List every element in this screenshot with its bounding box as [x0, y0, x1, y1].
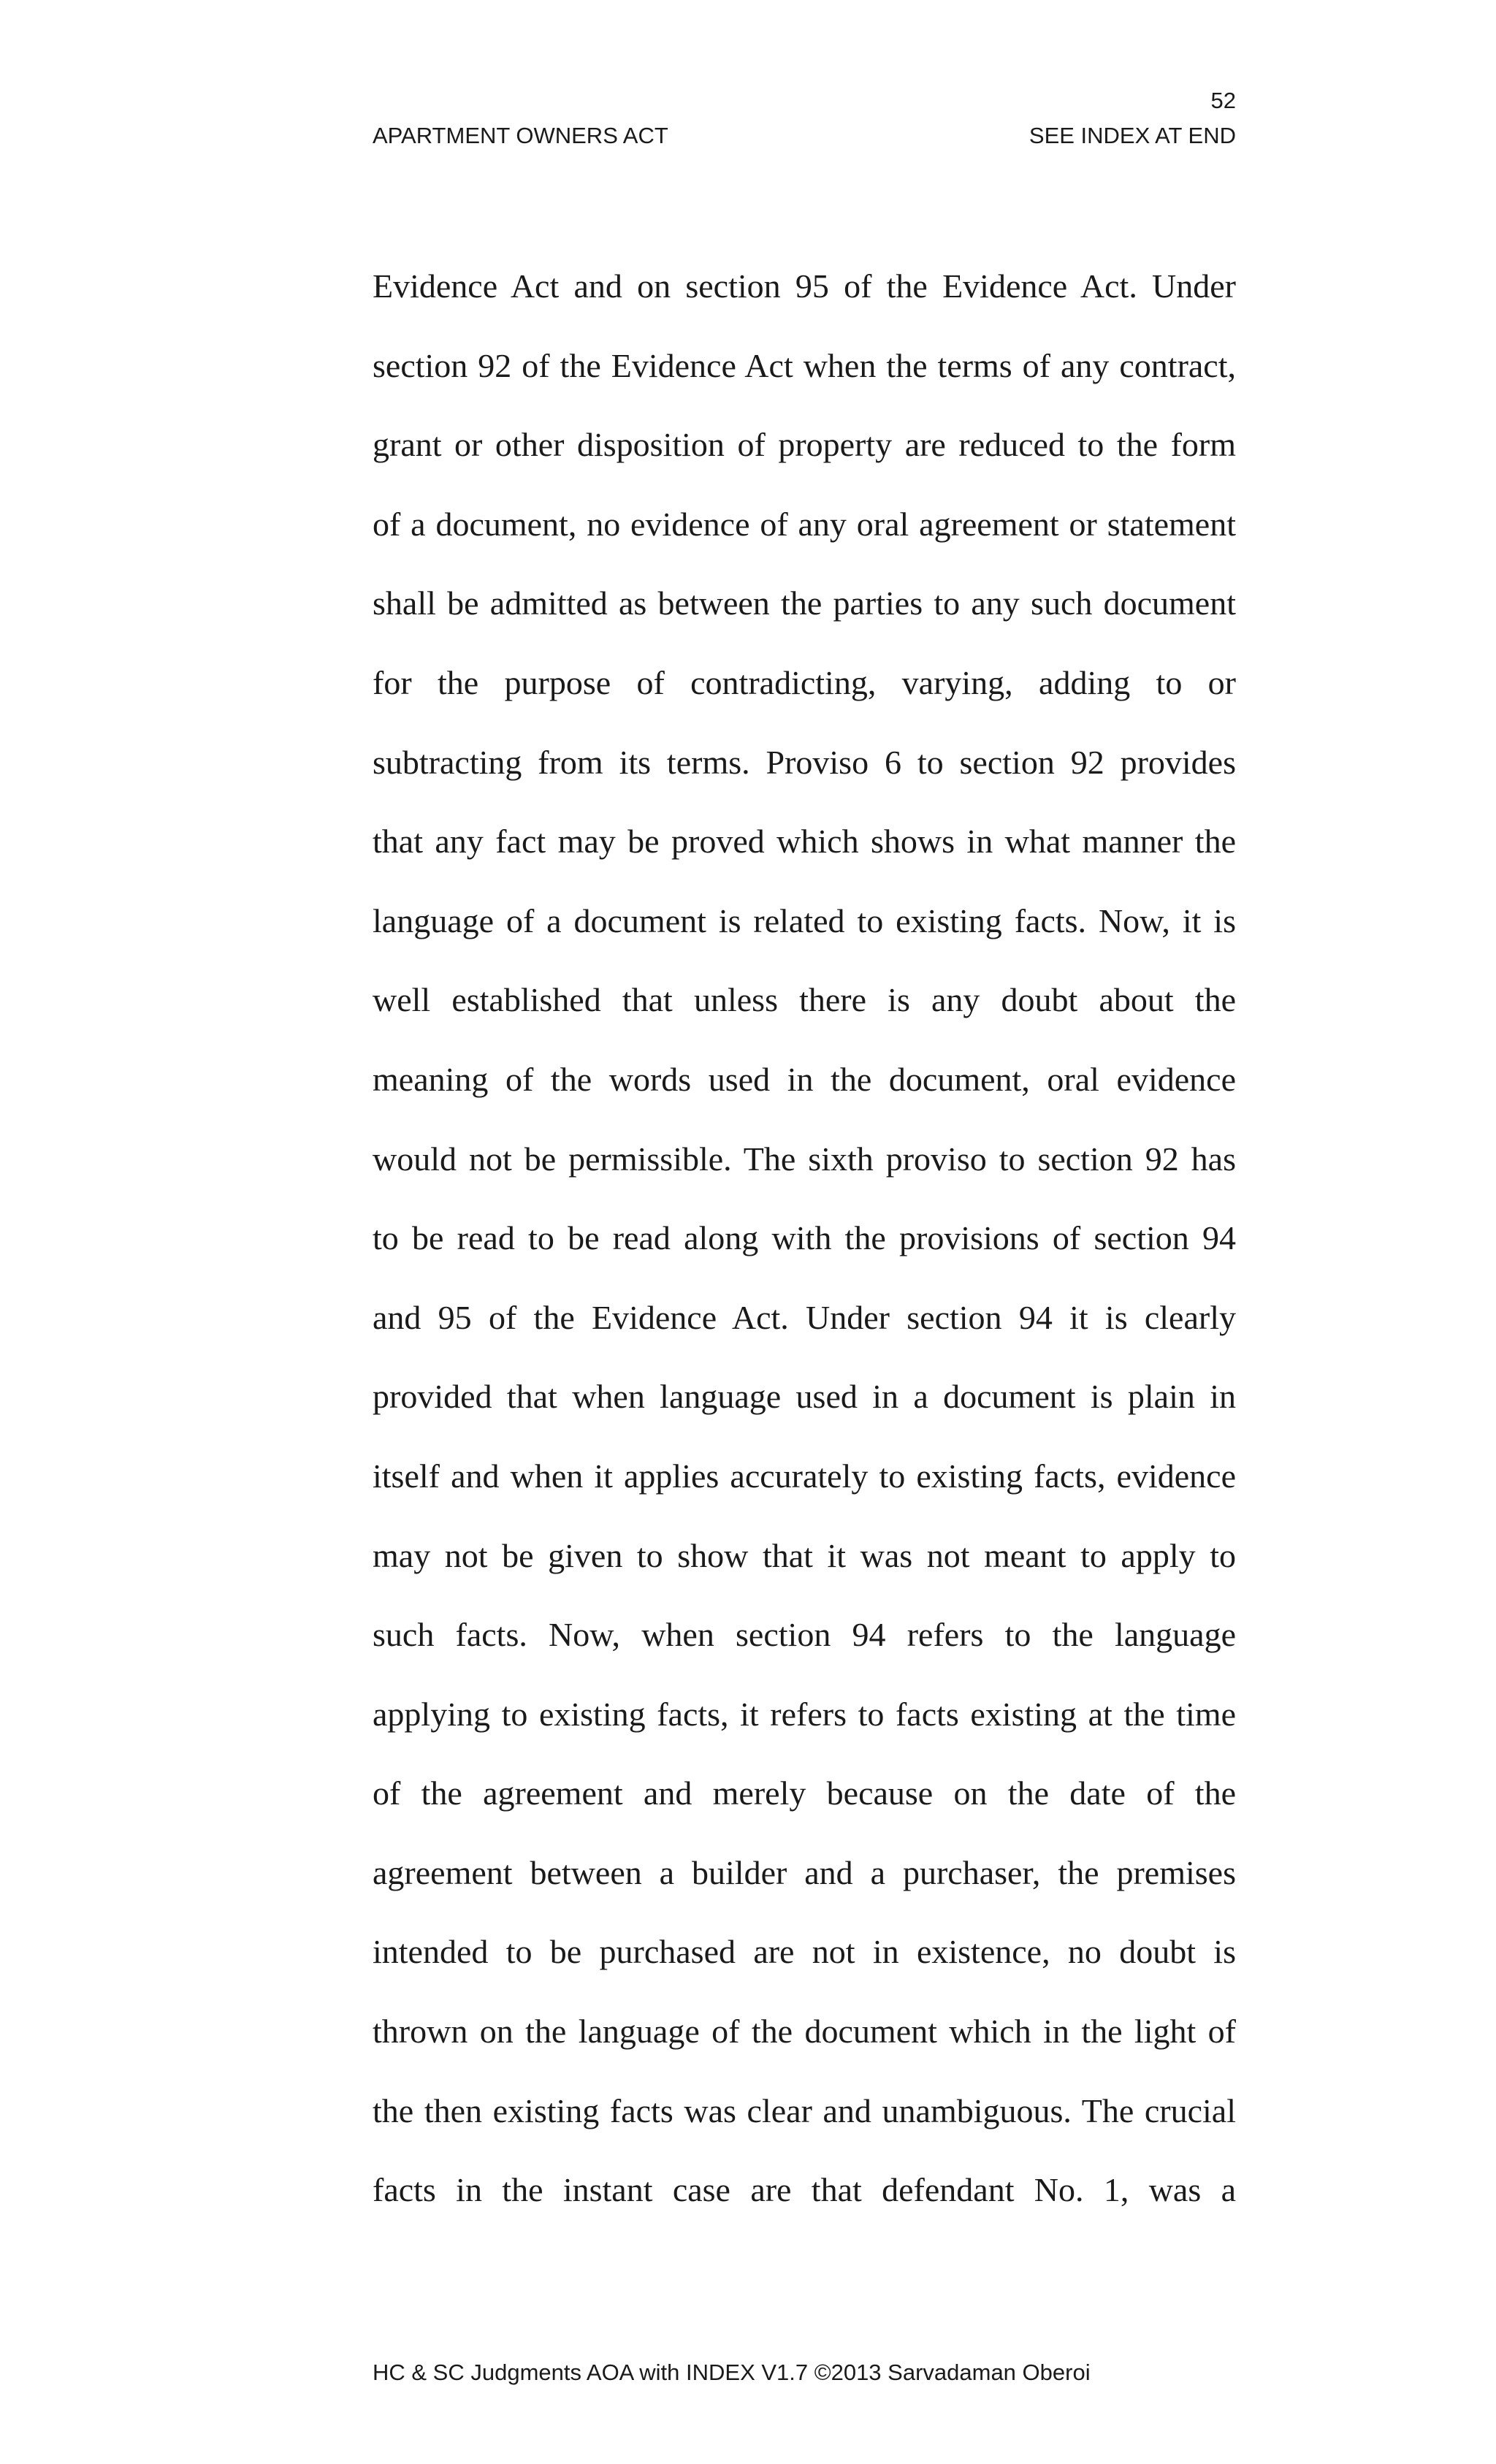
body-line: agreement between a builder and a purchaser, the premises: [373, 1853, 1236, 1891]
body-line: of the agreement and merely because on the date of the: [373, 1774, 1236, 1812]
body-line: applying to existing facts, it refers to facts existing at the time: [373, 1695, 1236, 1733]
body-line: intended to be purchased are not in existence, no doubt is: [373, 1933, 1236, 1971]
header-index-note: SEE INDEX AT END: [1028, 123, 1236, 148]
body-line: itself and when it applies accurately to existing facts, evidence: [373, 1457, 1236, 1495]
running-header: [373, 124, 1236, 147]
body-line: meaning of the words used in the document, oral evidence: [373, 1060, 1236, 1098]
body-line: grant or other disposition of property are reduced to the form: [373, 426, 1236, 464]
body-line: such facts. Now, when section 94 refers to the language: [373, 1616, 1236, 1654]
header-title: APARTMENT OWNERS ACT: [373, 123, 668, 148]
body-line: language of a document is related to existing facts. Now, it is: [373, 901, 1236, 939]
body-line: provided that when language used in a document is plain in: [373, 1378, 1236, 1416]
body-line: shall be admitted as between the parties to any such document: [373, 584, 1236, 622]
body-line: thrown on the language of the document which in the light of: [373, 2013, 1236, 2051]
body-line: Evidence Act and on section 95 of the Evidence Act. Under: [373, 267, 1236, 305]
page-number: 52: [1210, 88, 1236, 113]
body-line: the then existing facts was clear and unambiguous. The crucial: [373, 2091, 1236, 2129]
body-line: section 92 of the Evidence Act when the terms of any contract,: [373, 346, 1236, 384]
page-footer: HC & SC Judgments AOA with INDEX V1.7 ©2013 Sarvadaman Oberoi: [373, 2360, 1091, 2385]
body-line: to be read to be read along with the provisions of section 94: [373, 1219, 1236, 1257]
body-line: subtracting from its terms. Proviso 6 to section 92 provides: [373, 743, 1236, 781]
body-line: may not be given to show that it was not meant to apply to: [373, 1536, 1236, 1574]
body-line: for the purpose of contradicting, varying, adding to or: [373, 663, 1236, 701]
body-line: of a document, no evidence of any oral agreement or statement: [373, 505, 1236, 543]
body-line: would not be permissible. The sixth proviso to section 92 has: [373, 1140, 1236, 1178]
body-paragraph: [373, 257, 1236, 2240]
body-line: that any fact may be proved which shows in what manner the: [373, 823, 1236, 861]
body-line: well established that unless there is any doubt about the: [373, 981, 1236, 1019]
body-line: and 95 of the Evidence Act. Under section 94 it is clearly: [373, 1298, 1236, 1336]
body-line: facts in the instant case are that defendant No. 1, was a: [373, 2171, 1236, 2209]
